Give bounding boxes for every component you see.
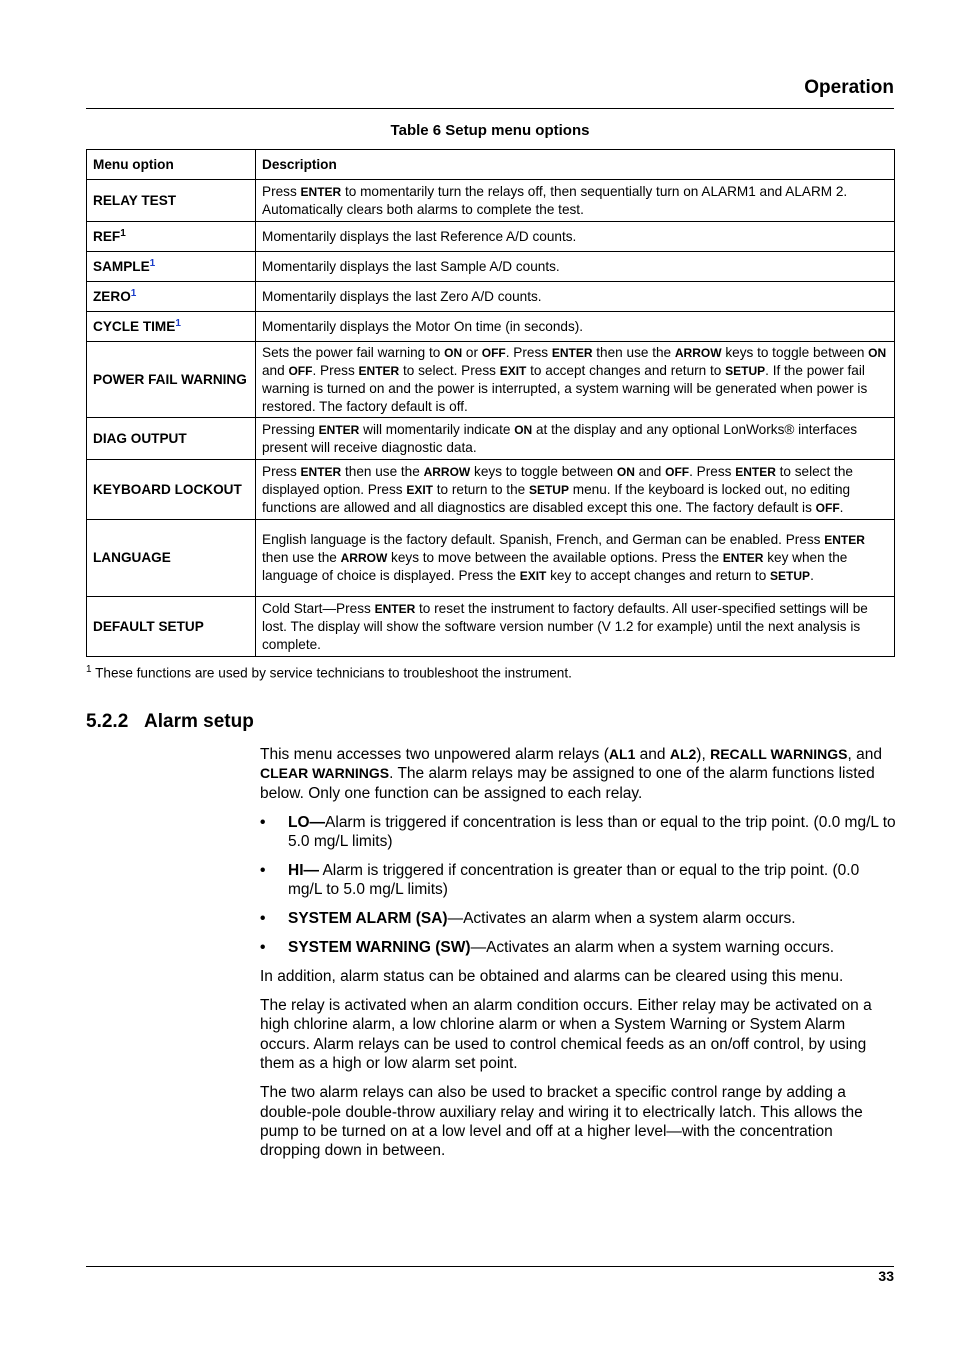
key-name: ON [868, 345, 887, 360]
key-name: AL1 [608, 746, 636, 762]
description-cell: English language is the factory default. Spanish, French, and German can be enabled. Press ENTER then use the ARROW keys to move between the available options. Press the ENTER key when the language of choice is displayed. Press the EXIT key to accept changes and return to SETUP. [256, 520, 895, 597]
key-name: ENTER [735, 464, 776, 479]
table-row [87, 252, 895, 282]
bullet-icon: • [260, 862, 266, 880]
table-row [87, 418, 895, 460]
bullet-label: SYSTEM WARNING (SW) [288, 939, 471, 957]
bullet-label: SYSTEM ALARM (SA) [288, 910, 448, 928]
key-name: ENTER [358, 363, 400, 378]
list-item [260, 861, 896, 900]
key-name: ENTER [551, 345, 593, 360]
column-header-menu-option: Menu option [87, 150, 256, 180]
description-cell: Momentarily displays the last Zero A/D counts. [256, 282, 895, 312]
footnote-mark: 1 [86, 664, 92, 675]
table-row [87, 180, 895, 222]
section-number: 5.2.2 [86, 711, 129, 732]
bullet-text: —Activates an alarm when a system alarm occurs. [447, 910, 796, 928]
key-name: ENTER [300, 184, 342, 199]
table-row [87, 312, 895, 342]
key-name: OFF [481, 345, 506, 360]
bullet-icon: • [260, 813, 266, 831]
bullet-text: Alarm is triggered if concentration is greater than or equal to the trip point. (0.0 mg/L to 5.0 mg/L limits) [288, 862, 860, 899]
description-cell: Press ENTER then use the ARROW keys to toggle between ON and OFF. Press ENTER to select the displayed option. Press EXIT to return to the SETUP menu. If the keyboard is locked out, no editing functions are allowed and all diagnostics are disabled except this one. The factory default is OFF. [256, 460, 895, 520]
footnote-mark: 1 [120, 227, 126, 239]
key-name: EXIT [406, 482, 433, 497]
key-name: ENTER [824, 533, 865, 547]
table-header-row [87, 150, 895, 180]
menu-option-cell: REF$^1$ [87, 222, 256, 252]
key-name: ENTER [300, 464, 342, 479]
menu-option-cell: RELAY TEST [87, 180, 256, 222]
menu-option-cell: LANGUAGE [87, 520, 256, 597]
key-name: CLEAR WARNINGS [260, 765, 390, 782]
section-title: Alarm setup [144, 711, 254, 732]
bullet-icon: • [260, 910, 266, 928]
table-row [87, 460, 895, 520]
table-row [87, 520, 895, 597]
key-name: ENTER [722, 551, 764, 565]
menu-option-cell: SAMPLE$^1$ [87, 252, 256, 282]
key-name: SETUP [528, 482, 569, 497]
menu-option-cell: CYCLE TIME$^1$ [87, 312, 256, 342]
key-name: ARROW [423, 464, 471, 479]
key-name: SETUP [770, 569, 811, 583]
footnote-link[interactable]: 1 [130, 287, 137, 299]
bullet-label: LO— [288, 813, 326, 831]
key-name: ENTER [374, 601, 416, 616]
key-name: RECALL WARNINGS [710, 746, 848, 762]
menu-option-cell: DEFAULT SETUP [87, 597, 256, 657]
body-paragraph: The relay is activated when an alarm condition occurs. Either relay may be activated on a high chlorine alarm, a low chlorine alarm or when a System Warning or System Alarm occurs. Alarm relays can be used to control chemical feeds as an on/off control, by using them as a high or low alarm set point. [260, 997, 872, 1073]
page-header-title: Operation [804, 77, 894, 98]
body-paragraph: In addition, alarm status can be obtained and alarms can be cleared using this menu. [260, 968, 844, 986]
key-name: OFF [288, 363, 313, 378]
column-header-description: Description [256, 150, 895, 180]
description-cell: Momentarily displays the last Sample A/D counts. [256, 252, 895, 282]
key-name: EXIT [499, 363, 527, 378]
key-name: ON [616, 464, 635, 479]
intro-paragraph: This menu accesses two unpowered alarm relays (AL1 and AL2), RECALL WARNINGS, and CLEAR WARNINGS. The alarm relays may be assigned to one of the alarm functions listed below. Only one function can be assigned to each relay. [260, 746, 882, 802]
key-name: ARROW [674, 345, 722, 360]
header-rule [86, 108, 894, 109]
footer-rule [86, 1266, 894, 1267]
list-item [260, 938, 896, 957]
table-row [87, 597, 895, 657]
key-name: EXIT [519, 569, 547, 583]
menu-option-cell: ZERO$^1$ [87, 282, 256, 312]
description-cell: Sets the power fail warning to ON or OFF. Press ENTER then use the ARROW keys to toggle between ON and OFF. Press ENTER to select. Press EXIT to accept changes and return to SETUP. If the power fail warning is turned on and the power is interrupted, a system warning will be generated when power is restored. The factory default is off. [256, 342, 895, 418]
key-name: ON [444, 345, 463, 360]
key-name: ENTER [318, 422, 360, 437]
setup-menu-table [86, 149, 895, 657]
key-name: OFF [815, 500, 840, 515]
key-name: SETUP [725, 363, 766, 378]
description-cell: Cold Start—Press ENTER to reset the instrument to factory defaults. All user-specified settings will be lost. The display will show the software version number (V 1.2 for example) until the next analysis is complete. [256, 597, 895, 657]
menu-option-cell: DIAG OUTPUT [87, 418, 256, 460]
section-body [260, 745, 896, 1170]
key-name: ON [514, 422, 533, 437]
description-cell: Pressing ENTER will momentarily indicate ON at the display and any optional LonWorks® interfaces present will receive diagnostic data. [256, 418, 895, 460]
table-row [87, 222, 895, 252]
bullet-icon: • [260, 939, 266, 957]
page-number: 33 [878, 1268, 894, 1284]
key-name: AL2 [669, 746, 697, 762]
footnote-link[interactable]: 1 [175, 317, 181, 329]
section-heading [86, 711, 254, 733]
menu-option-cell: POWER FAIL WARNING [87, 342, 256, 418]
bullet-label: HI— [288, 862, 319, 880]
body-paragraph: The two alarm relays can also be used to bracket a specific control range by adding a double-pole double-throw auxiliary relay and wiring it to electrically latch. This allows the pump to be turned on at a low level and off at a higher level—with the concentration dropping down in between. [260, 1084, 863, 1160]
list-item [260, 909, 896, 928]
description-cell: Press ENTER to momentarily turn the relays off, then sequentially turn on ALARM1 and ALARM 2. Automatically clears both alarms to complete the test. [256, 180, 895, 222]
description-cell: Momentarily displays the last Reference A/D counts. [256, 222, 895, 252]
table-row [87, 342, 895, 418]
key-name: ARROW [340, 551, 388, 565]
table-caption: Table 6 Setup menu options [390, 122, 590, 139]
key-name: OFF [665, 464, 690, 479]
table-row [87, 282, 895, 312]
bullet-text: —Activates an alarm when a system warning occurs. [470, 939, 835, 957]
bullet-text: Alarm is triggered if concentration is less than or equal to the trip point. (0.0 mg/L to 5.0 mg/L limits) [288, 813, 896, 851]
alarm-function-list [260, 813, 896, 958]
list-item [260, 813, 896, 852]
table-footnote [86, 664, 572, 681]
footnote-link[interactable]: 1 [149, 257, 156, 269]
menu-option-cell: KEYBOARD LOCKOUT [87, 460, 256, 520]
description-cell: Momentarily displays the Motor On time (in seconds). [256, 312, 895, 342]
footnote-text: These functions are used by service technicians to troubleshoot the instrument. [95, 665, 572, 681]
